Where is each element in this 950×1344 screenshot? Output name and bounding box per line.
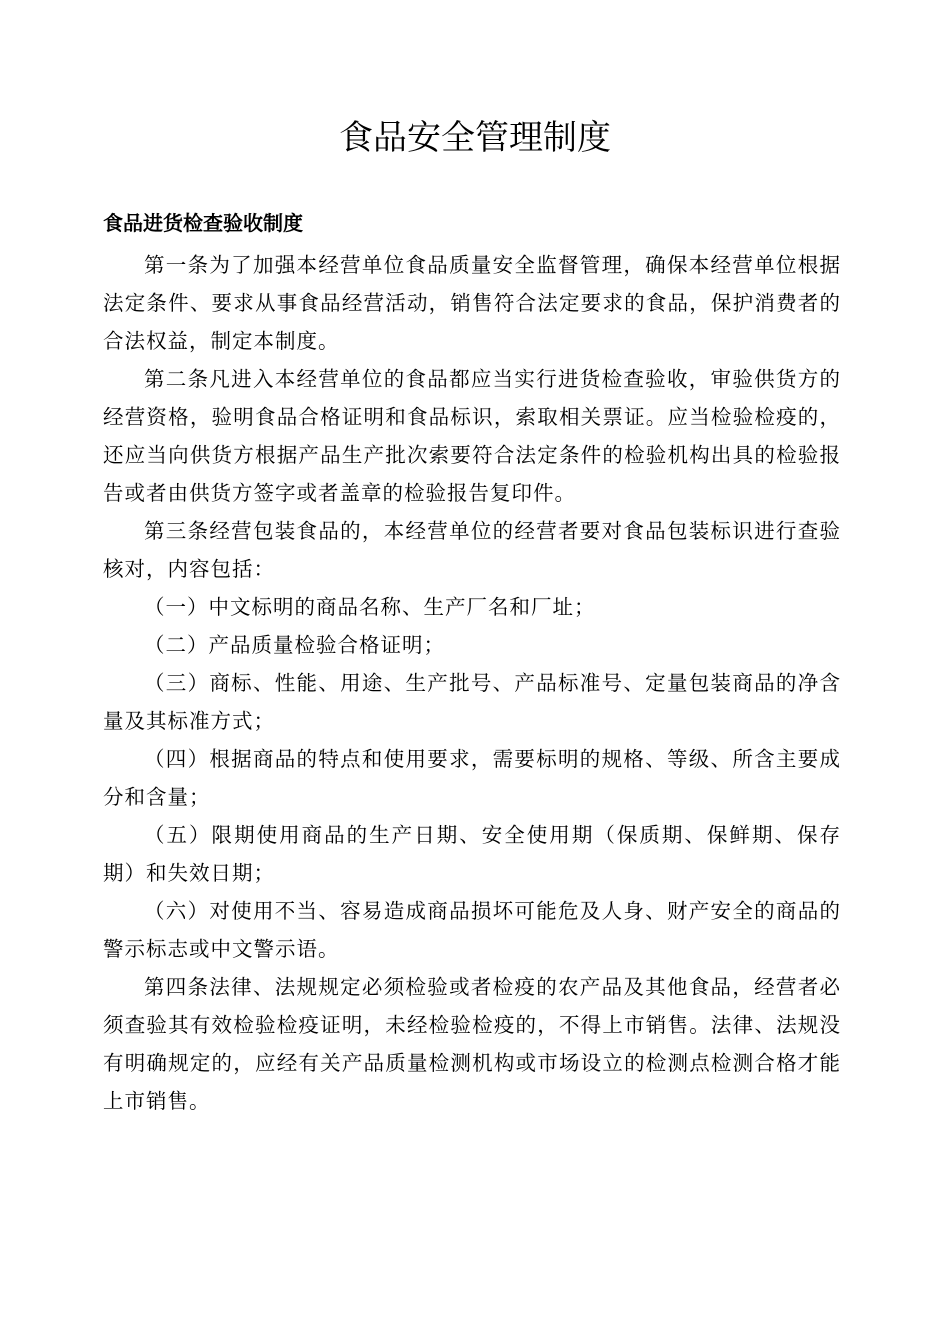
list-item-5: （五）限期使用商品的生产日期、安全使用期（保质期、保鲜期、保存期）和失效日期； xyxy=(103,823,841,885)
document-title: 食品安全管理制度 xyxy=(339,118,611,158)
document-body xyxy=(103,246,841,1120)
section-heading: 食品进货检查验收制度 xyxy=(103,211,303,235)
list-item-2: （二）产品质量检验合格证明； xyxy=(144,633,445,657)
paragraph-article-3: 第三条经营包装食品的，本经营单位的经营者要对食品包装标识进行查验核对，内容包括： xyxy=(103,519,841,581)
paragraph-article-4: 第四条法律、法规规定必须检验或者检疫的农产品及其他食品，经营者必须查验其有效检验检疫证明，未经检验检疫的，不得上市销售。法律、法规没有明确规定的，应经有关产品质量检测机构或市场设立的检测点检测合格才能上市销售。 xyxy=(103,975,841,1113)
paragraph-article-2: 第二条凡进入本经营单位的食品都应当实行进货检查验收，审验供货方的经营资格，验明食品合格证明和食品标识，索取相关票证。应当检验检疫的，还应当向供货方根据产品生产批次索要符合法定条件的检验机构出具的检验报告或者由供货方签字或者盖章的检验报告复印件。 xyxy=(103,367,841,505)
list-item-1: （一）中文标明的商品名称、生产厂名和厂址； xyxy=(144,595,596,619)
list-item-3: （三）商标、性能、用途、生产批号、产品标准号、定量包装商品的净含量及其标准方式； xyxy=(103,671,841,733)
list-item-4: （四）根据商品的特点和使用要求，需要标明的规格、等级、所含主要成分和含量； xyxy=(103,747,841,809)
paragraph-article-1: 第一条为了加强本经营单位食品质量安全监督管理，确保本经营单位根据法定条件、要求从事食品经营活动，销售符合法定要求的食品，保护消费者的合法权益，制定本制度。 xyxy=(103,253,841,353)
list-item-6: （六）对使用不当、容易造成商品损坏可能危及人身、财产安全的商品的警示标志或中文警示语。 xyxy=(103,899,841,961)
